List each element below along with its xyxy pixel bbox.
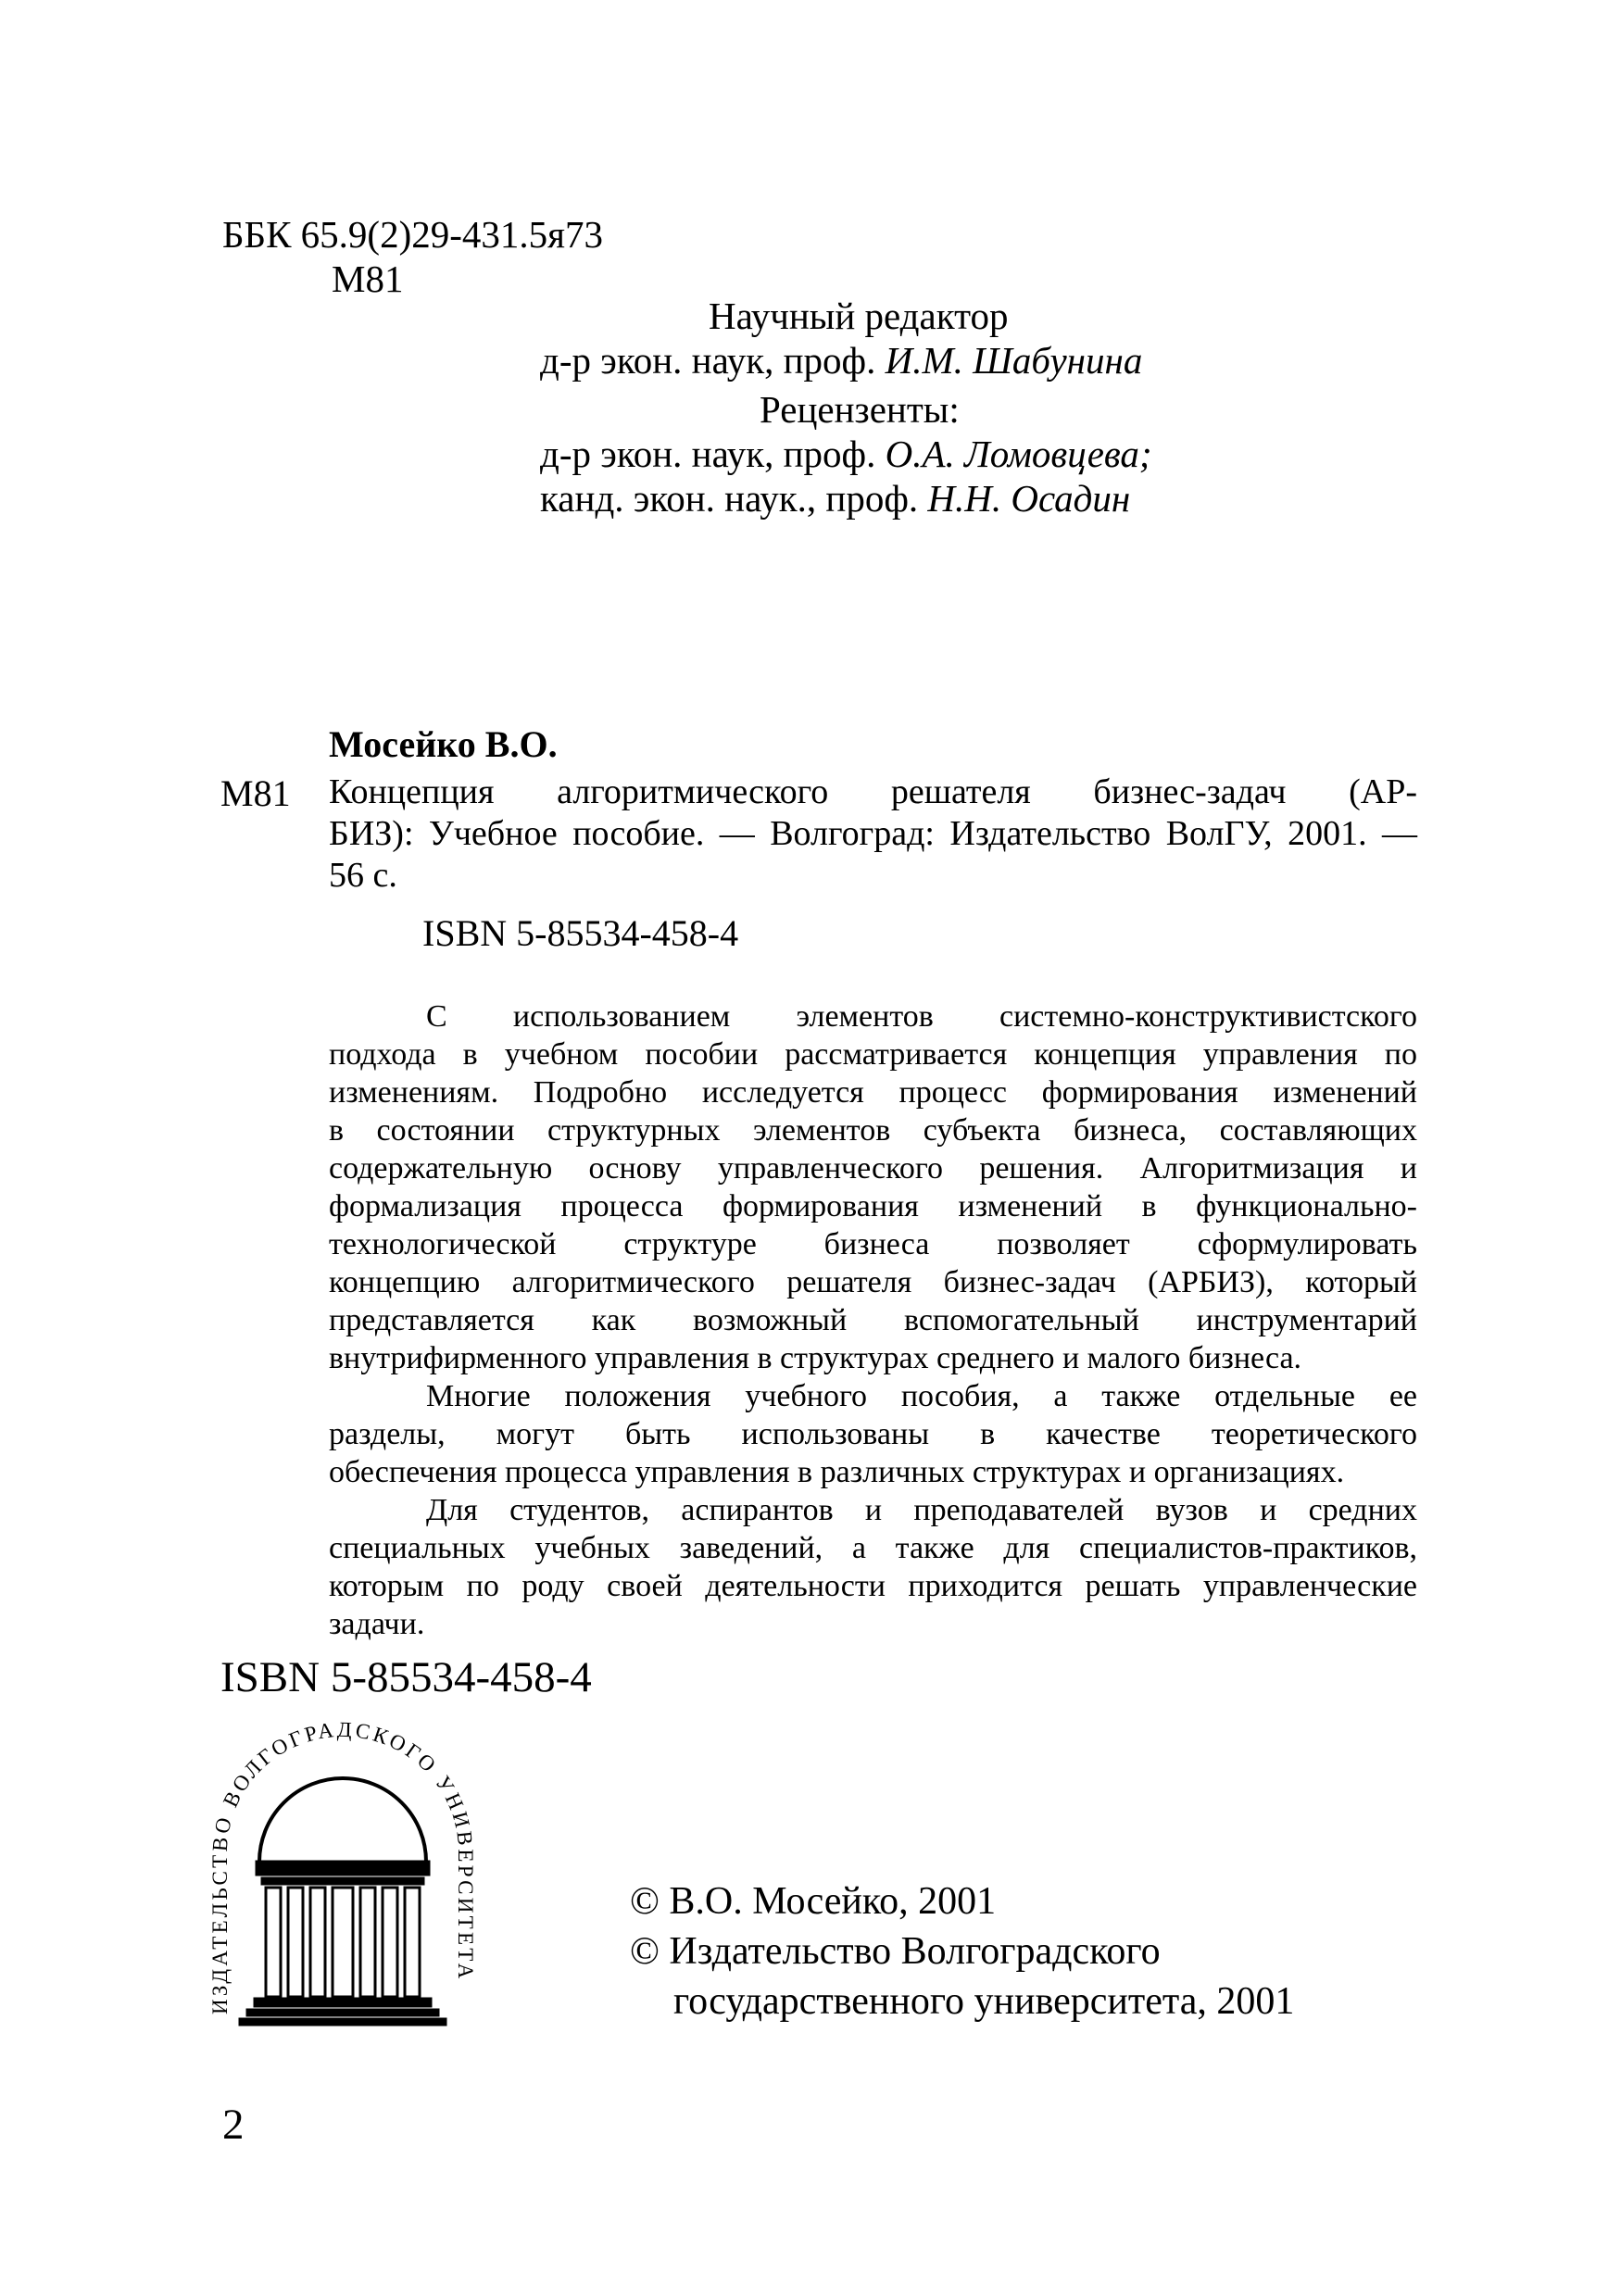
abstract-line: которым по роду своей деятельности приходится решать управленческие [329, 1569, 1417, 1603]
abstract-line: разделы, могут быть использованы в качестве теоретического [329, 1417, 1417, 1451]
bib-line: БИЗ): Учебное пособие. — Волгоград: Издательство ВолГУ, 2001. — [329, 814, 1417, 853]
abstract-line: представляется как возможный вспомогательный инструментарий [329, 1303, 1417, 1337]
bib-isbn: ISBN 5-85534-458-4 [422, 912, 739, 954]
author-mark: М81 [332, 257, 404, 300]
copyright-publisher-cont: государственного университета, 2001 [673, 1980, 1295, 2023]
copyright-author: © В.О. Мосейко, 2001 [630, 1880, 997, 1923]
page-number: 2 [222, 2101, 245, 2149]
reviewer-name: Н.Н. Осадин [927, 477, 1131, 520]
editor-line [540, 338, 1142, 383]
abstract-line: подхода в учебном пособии рассматривается концепция управления по [329, 1037, 1417, 1072]
abstract-line: Многие положения учебного пособия, а также отдельные ее [426, 1379, 1417, 1413]
abstract-line: в состоянии структурных элементов субъекта бизнеса, составляющих [329, 1113, 1417, 1148]
abstract-line: Для студентов, аспирантов и преподавателей вузов и средних [426, 1493, 1417, 1527]
abstract-line: обеспечения процесса управления в различных структурах и организациях. [329, 1455, 1345, 1489]
abstract-line: содержательную основу управленческого решения. Алгоритмизация и [329, 1151, 1417, 1186]
reviewer-degree: д-р экон. наук, проф. [540, 433, 876, 475]
abstract-line: формализация процесса формирования изменений в функционально- [329, 1189, 1417, 1223]
bib-description [329, 772, 1417, 897]
editor-name: И.М. Шабунина [885, 339, 1143, 382]
abstract-line: задачи. [329, 1607, 425, 1641]
logo-rotunda-icon [240, 1778, 446, 2025]
reviewer-name: О.А. Ломовцева; [885, 433, 1152, 475]
abstract-line: специальных учебных заведений, а также для специалистов-практиков, [329, 1531, 1417, 1565]
editor-heading: Научный редактор [709, 295, 1009, 337]
reviewer-line [540, 476, 1130, 521]
abstract-line: внутрифирменного управления в структурах среднего и малого бизнеса. [329, 1341, 1302, 1375]
abstract-line: С использованием элементов системно-конструктивистского [426, 999, 1417, 1034]
publisher-logo [208, 1713, 477, 2033]
bbk-code: ББК 65.9(2)29-431.5я73 [222, 213, 604, 256]
editor-degree: д-р экон. наук, проф. [540, 339, 876, 382]
copyright-publisher: © Издательство Волгоградского [630, 1930, 1161, 1973]
abstract [329, 997, 1417, 1643]
bib-mark: М81 [220, 772, 291, 814]
logo-ring-text: ИЗДАТЕЛЬСТВО ВОЛГОГРАДСКОГО УНИВЕРСИТЕТА [208, 1717, 477, 2014]
bib-line: 56 с. [329, 856, 397, 895]
bib-author: Мосейко В.О. [329, 723, 558, 765]
abstract-line: изменениям. Подробно исследуется процесс формирования изменений [329, 1075, 1417, 1110]
isbn-main: ISBN 5-85534-458-4 [220, 1653, 592, 1701]
abstract-line: концепцию алгоритмического решателя бизнес-задач (АРБИЗ), который [329, 1265, 1417, 1299]
bib-line: Концепция алгоритмического решателя бизнес-задач (АР- [329, 772, 1417, 811]
reviewers-heading: Рецензенты: [760, 388, 960, 431]
abstract-line: технологической структуре бизнеса позволяет сформулировать [329, 1227, 1417, 1261]
reviewer-line [540, 432, 1152, 476]
reviewer-degree: канд. экон. наук., проф. [540, 477, 919, 520]
